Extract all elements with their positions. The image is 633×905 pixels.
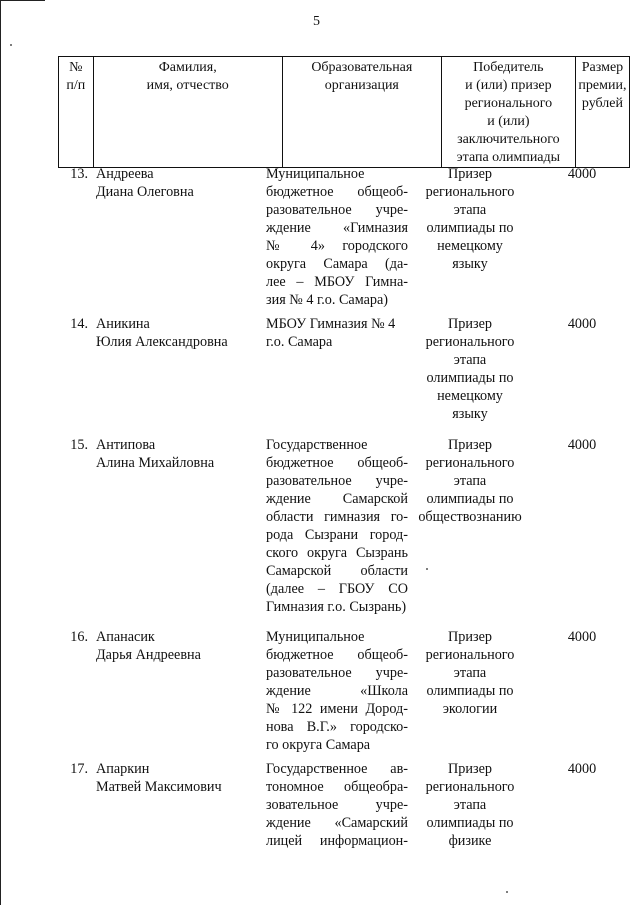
page-left-border — [0, 0, 1, 905]
row-number: 16. — [70, 629, 88, 645]
header-num: № п/п — [59, 57, 94, 168]
student-name: Аникина Юлия Александровна — [96, 316, 228, 350]
prize-amount: 4000 — [567, 166, 597, 182]
scan-speck — [10, 44, 12, 46]
prize-amount: 4000 — [567, 316, 597, 332]
scan-speck — [426, 568, 428, 570]
table-header — [58, 56, 630, 168]
scan-speck — [506, 891, 508, 893]
organization: МБОУ Гимназия № 4 г.о. Самара — [266, 316, 396, 350]
row-number: 13. — [70, 166, 88, 182]
organization: Муниципальное бюджетное общеоб- разовательное учре- ждение «Гимназия № 4» городского округа Самара (да- лее – МБОУ Гимна- зия № 4 г.о. Самара) — [266, 166, 408, 308]
winner-status: Призер регионального этапа олимпиады по немецкому языку — [425, 316, 515, 422]
page-number: 5 — [313, 14, 320, 29]
organization: Муниципальное бюджетное общеоб- разовательное учре- ждение «Школа № 122 имени Дород- нова В.Г.» городско- го округа Самара — [266, 629, 408, 753]
winner-status: Призер регионального этапа олимпиады по немецкому языку — [425, 166, 515, 272]
header-org: Образовательная организация — [282, 57, 441, 168]
row-number: 17. — [70, 761, 88, 777]
header-name: Фамилия, имя, отчество — [93, 57, 282, 168]
header-prize: Размер премии, рублей — [575, 57, 629, 168]
organization: Государственное бюджетное общеоб- разовательное учре- ждение Самарской области гимназия го- рода Сызрани город- ского округа Сызрань Самарской области (далее – ГБОУ СО Гимназия г.о. Сызрань) — [266, 437, 408, 615]
winner-status: Призер регионального этапа олимпиады по физике — [425, 761, 515, 849]
organization: Государственное ав- тономное общеобра- зовательное учре- ждение «Самарский лицей информацион- — [266, 761, 408, 849]
student-name: Апаркин Матвей Максимович — [96, 761, 222, 795]
prize-amount: 4000 — [567, 761, 597, 777]
student-name: Андреева Диана Олеговна — [96, 166, 194, 200]
prize-amount: 4000 — [567, 437, 597, 453]
student-name: Антипова Алина Михайловна — [96, 437, 215, 471]
header-winner: Победитель и (или) призер регионального и (или) заключительного этапа олимпиады — [441, 57, 575, 168]
winner-status: Призер регионального этапа олимпиады по экологии — [425, 629, 515, 717]
prize-amount: 4000 — [567, 629, 597, 645]
row-number: 15. — [70, 437, 88, 453]
winner-status: Призер регионального этапа олимпиады по обществознанию — [418, 437, 522, 525]
page-top-border — [0, 0, 45, 1]
row-number: 14. — [70, 316, 88, 332]
student-name: Апанасик Дарья Андреевна — [96, 629, 201, 663]
